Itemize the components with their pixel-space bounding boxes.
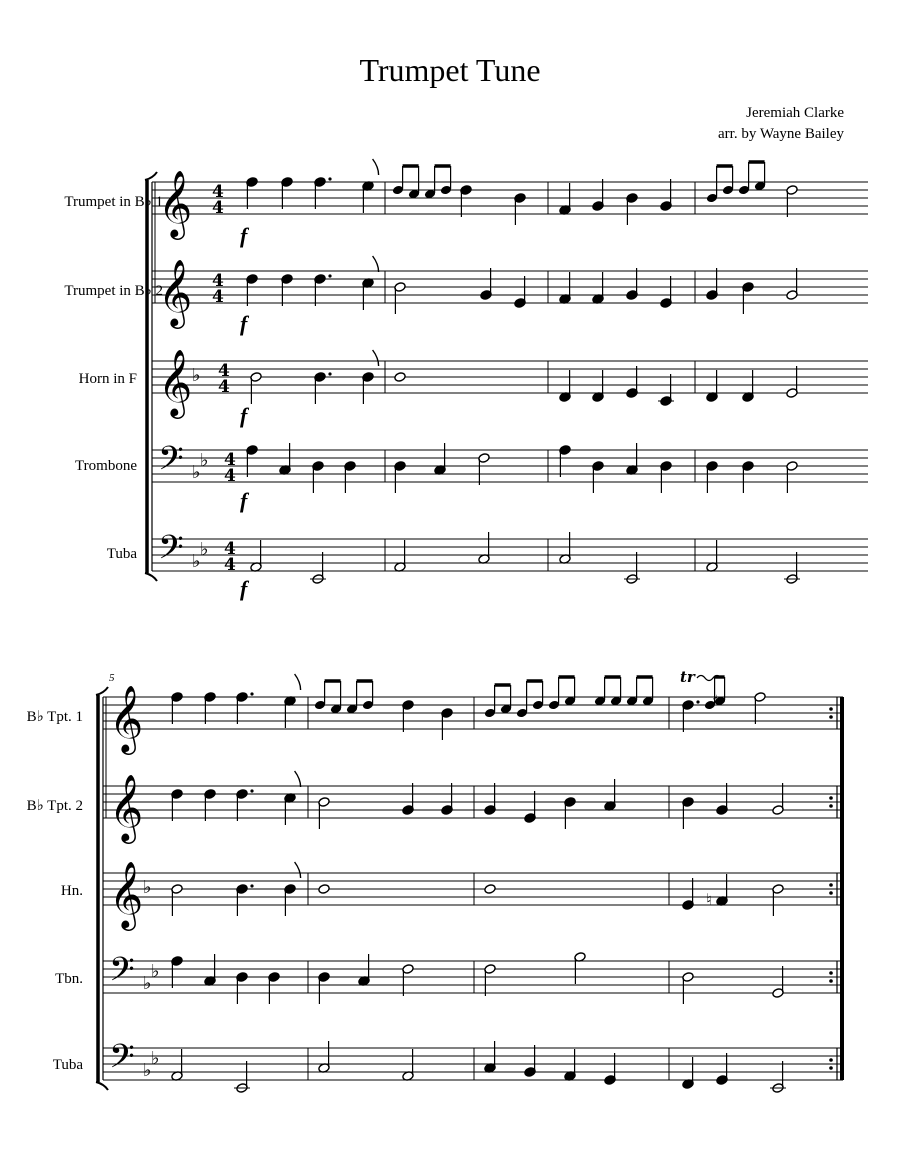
dynamic-mark: f	[240, 223, 248, 248]
time-sig-bottom: 4	[212, 287, 224, 307]
treble-clef-icon: 𝄞	[158, 169, 193, 237]
staff-label: Horn in F	[78, 371, 137, 387]
repeat-dot	[829, 971, 833, 975]
flat-icon: ♭	[151, 1048, 160, 1069]
staff-label: B♭ Tpt. 2	[26, 798, 83, 814]
dot	[328, 177, 331, 180]
notehead	[318, 884, 330, 895]
repeat-dot	[829, 1058, 833, 1062]
treble-clef-icon: 𝄞	[158, 258, 193, 326]
staff-label: Trombone	[75, 458, 137, 474]
bass-clef-icon: 𝄢	[158, 529, 184, 575]
time-sig-top: 4	[224, 450, 236, 470]
bracket-hook	[145, 573, 157, 581]
bass-clef-icon: 𝄢	[109, 951, 135, 997]
flat-icon: ♭	[192, 365, 201, 386]
dot	[328, 372, 331, 375]
dynamic-mark: f	[240, 403, 248, 428]
dot	[696, 700, 699, 703]
flat-icon: ♭	[192, 551, 201, 572]
flat-icon: ♭	[143, 1060, 152, 1081]
repeat-dot	[829, 1066, 833, 1070]
repeat-dot	[829, 979, 833, 983]
time-sig-top: 4	[212, 182, 224, 202]
treble-clef-icon: 𝄞	[109, 773, 144, 841]
repeat-dot	[829, 796, 833, 800]
bracket-hook	[96, 1082, 108, 1090]
time-sig-bottom: 4	[224, 555, 236, 575]
arranger: arr. by Wayne Bailey	[718, 126, 844, 142]
note-flag	[295, 862, 301, 878]
staff-label: B♭ Tpt. 1	[26, 709, 83, 725]
treble-clef-icon: 𝄞	[109, 860, 144, 928]
bass-clef-icon: 𝄢	[109, 1038, 135, 1084]
score-title: Trumpet Tune	[359, 52, 541, 88]
flat-icon: ♭	[143, 877, 152, 898]
note-flag	[295, 771, 301, 787]
repeat-dot	[829, 715, 833, 719]
flat-icon: ♭	[200, 539, 209, 560]
natural-icon: ♮	[706, 890, 712, 909]
note-flag	[373, 256, 379, 272]
dot	[328, 274, 331, 277]
bracket-hook	[96, 687, 108, 695]
flat-icon: ♭	[151, 961, 160, 982]
repeat-dot	[829, 883, 833, 887]
note-flag	[373, 350, 379, 366]
staff-label: Hn.	[60, 883, 83, 899]
bracket-hook	[145, 172, 157, 180]
staff-label: Tuba	[106, 546, 137, 562]
dot	[250, 789, 253, 792]
staff-label: Tuba	[52, 1057, 83, 1073]
sharp-icon: ♯	[712, 693, 719, 709]
trill-mark: tr	[680, 668, 695, 686]
dynamic-mark: f	[240, 488, 248, 513]
dynamic-mark: f	[240, 311, 248, 336]
time-sig-top: 4	[218, 361, 230, 381]
notehead	[484, 884, 496, 895]
staff-label: Tbn.	[55, 971, 83, 987]
time-sig-top: 4	[224, 539, 236, 559]
flat-icon: ♭	[192, 462, 201, 483]
dynamic-mark: f	[240, 576, 248, 601]
staff-label: Trumpet in B♭ 2	[64, 283, 163, 299]
time-sig-bottom: 4	[224, 466, 236, 486]
repeat-dot	[829, 804, 833, 808]
time-sig-top: 4	[212, 271, 224, 291]
note-flag	[373, 159, 379, 175]
repeat-dot	[829, 707, 833, 711]
repeat-dot	[829, 891, 833, 895]
note-flag	[295, 674, 301, 690]
flat-icon: ♭	[143, 973, 152, 994]
time-sig-bottom: 4	[218, 377, 230, 397]
measure-number: 5	[109, 672, 115, 684]
composer: Jeremiah Clarke	[746, 105, 844, 121]
treble-clef-icon: 𝄞	[109, 684, 144, 752]
dot	[250, 884, 253, 887]
bass-clef-icon: 𝄢	[158, 440, 184, 486]
treble-clef-icon: 𝄞	[158, 348, 193, 416]
flat-icon: ♭	[200, 450, 209, 471]
dot	[250, 692, 253, 695]
time-sig-bottom: 4	[212, 198, 224, 218]
notehead	[394, 372, 406, 383]
staff-label: Trumpet in B♭ 1	[64, 194, 163, 210]
